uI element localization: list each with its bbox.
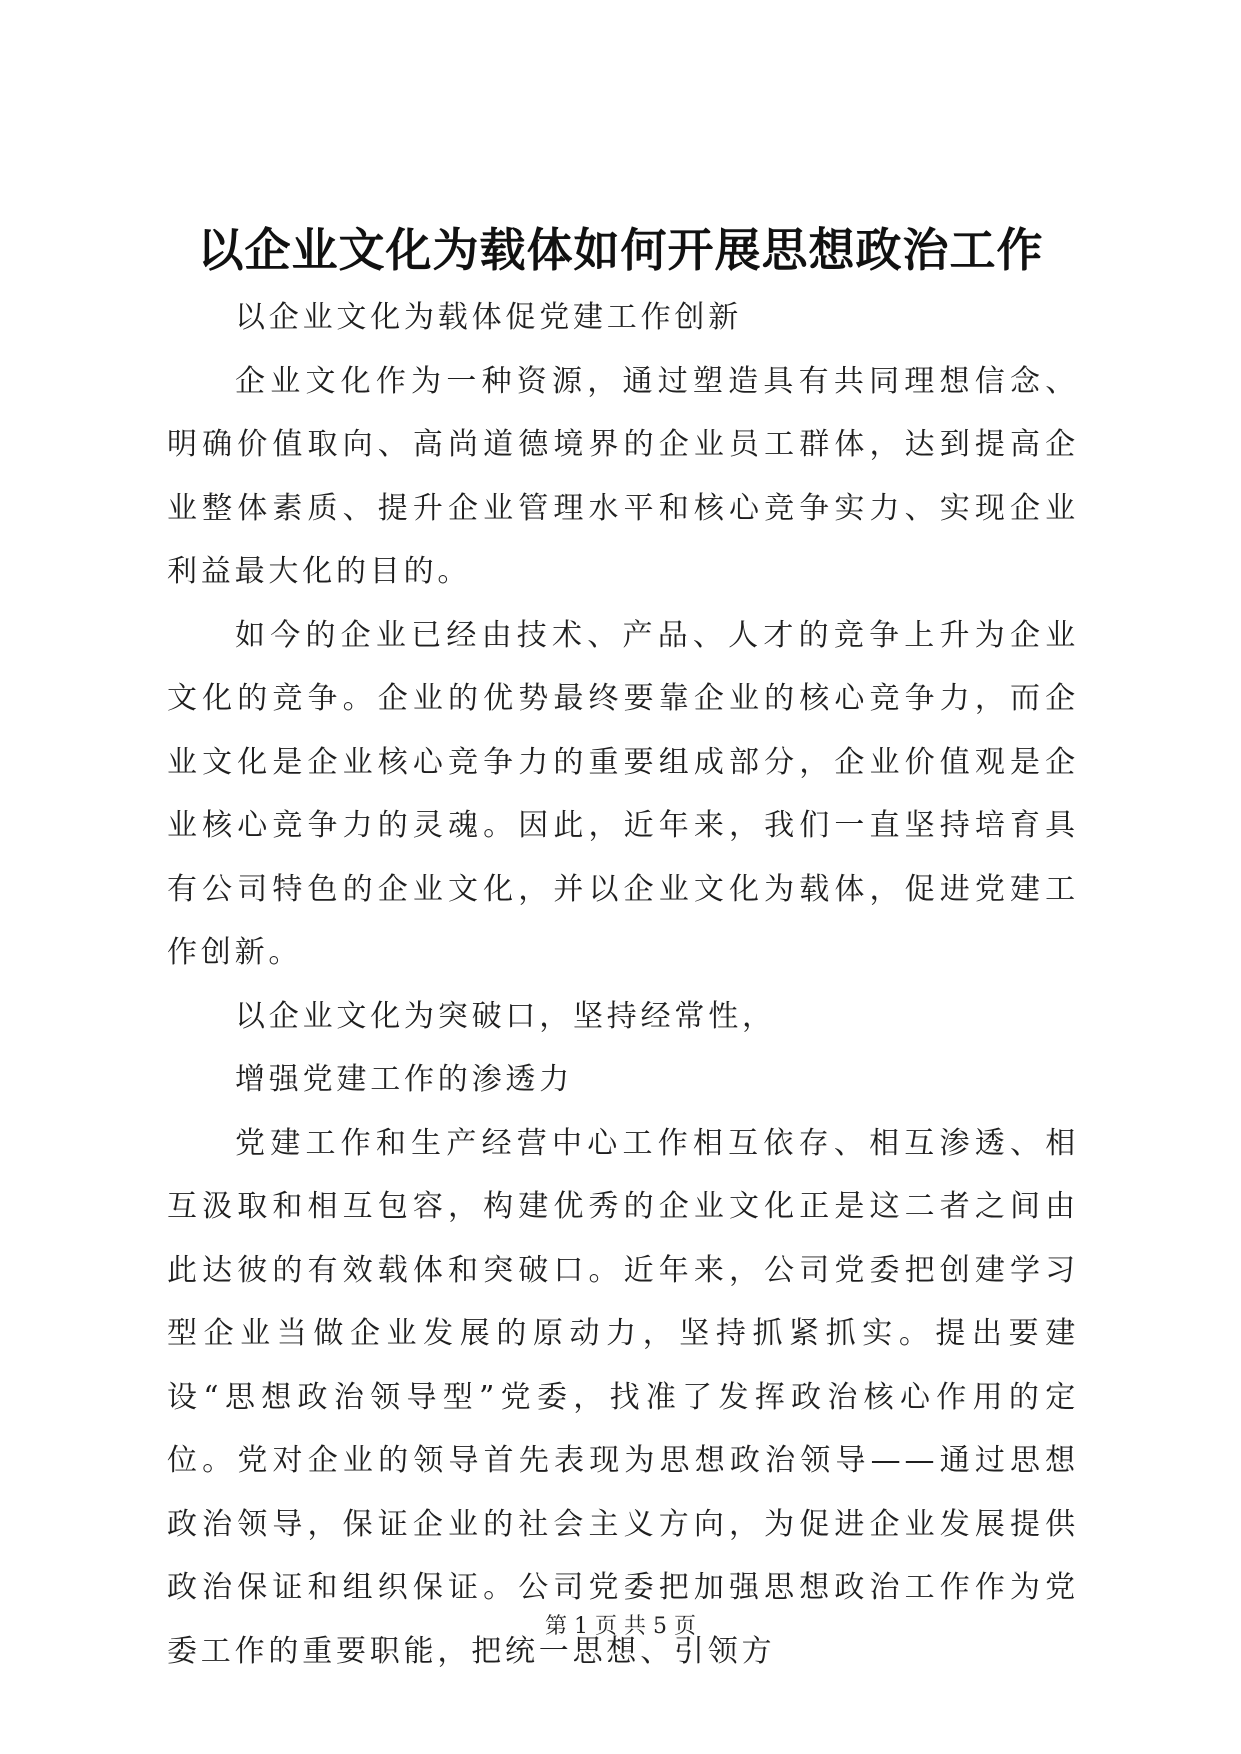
page-footer: 第 1 页 共 5 页 [545,1614,696,1639]
section-heading-line-2: 增强党建工作的渗透力 [235,1062,573,1097]
paragraph-1: 企业文化作为一种资源，通过塑造具有共同理想信念、明确价值取向、高尚道德境界的企业员工群体，达到提高企业整体素质、提升企业管理水平和核心竞争实力、实现企业利益最大化的目的。 [167,363,1079,589]
section-heading-line-1: 以企业文化为突破口，坚持经常性， [235,998,776,1034]
document-title: 以企业文化为载体如何开展思想政治工作 [197,223,1044,277]
paragraph-3: 党建工作和生产经营中心工作相互依存、相互渗透、相互汲取和相互包容，构建优秀的企业文化正是这二者之间由此达彼的有效载体和突破口。近年来，公司党委把创建学习型企业当做企业发展的原动力，坚持抓紧抓实。提出要建设“思想政治领导型”党委，找准了发挥政治核心作用的定位。党对企业的领导首先表现为思想政治领导——通过思想政治领导，保证企业的社会主义方向，为促进企业发展提供政治保证和组织保证。公司党委把加强思想政治工作作为党委工作的重要职能，把统一思想、引领方 [167,1125,1079,1669]
paragraph-subtitle: 以企业文化为载体促党建工作创新 [235,300,742,335]
document-body [167,286,1079,1683]
paragraph-2: 如今的企业已经由技术、产品、人才的竞争上升为企业文化的竞争。企业的优势最终要靠企业的核心竞争力，而企业文化是企业核心竞争力的重要组成部分，企业价值观是企业核心竞争力的灵魂。因此，近年来，我们一直坚持培育具有公司特色的企业文化，并以企业文化为载体，促进党建工作创新。 [167,617,1079,970]
